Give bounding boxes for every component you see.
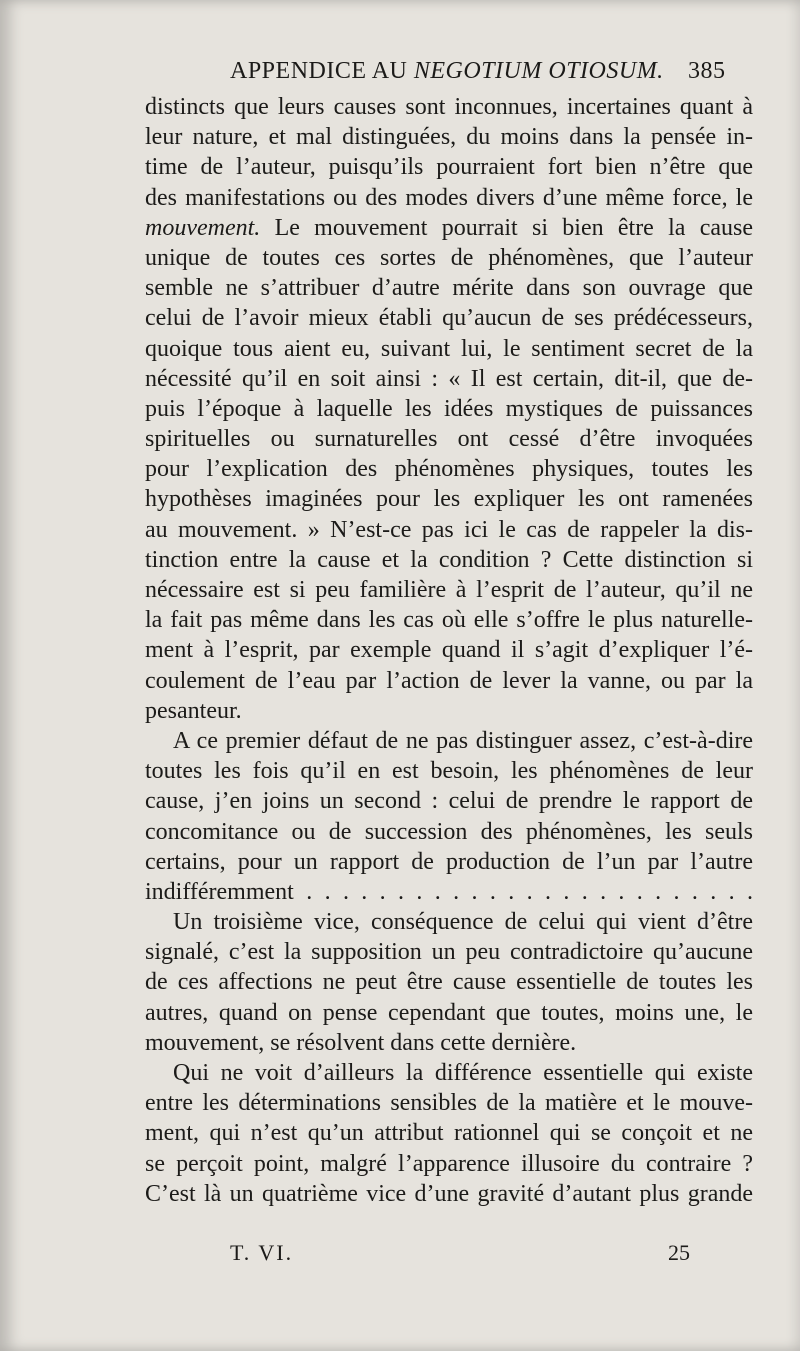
text-line — [145, 967, 753, 997]
line-text: quoique tous aient eu, suivant lui, le sentiment secret de la — [145, 335, 753, 362]
italic-word: mouvement. — [145, 214, 261, 241]
line-text: concomitance ou de succession des phénomènes, les seuls — [145, 818, 753, 845]
text-line — [145, 847, 753, 877]
text-line — [145, 575, 753, 605]
line-text: se perçoit point, malgré l’apparence illusoire du contraire ? — [145, 1150, 753, 1177]
line-text: la fait pas même dans les cas où elle s’offre le plus naturelle- — [145, 607, 753, 634]
text-line — [145, 424, 753, 454]
line-text: Un troisième vice, conséquence de celui qui vient d’être — [173, 909, 753, 936]
line-text: Le mouvement pourrait si bien être la cause — [274, 214, 753, 241]
text-line — [145, 666, 753, 696]
line-text: des manifestations ou des modes divers d’une même force, le — [145, 184, 753, 211]
text-line — [145, 907, 753, 937]
line-text: celui de l’avoir mieux établi qu’aucun de ses prédécesseurs, — [145, 305, 753, 332]
text-line — [145, 273, 753, 303]
text-line — [145, 303, 753, 333]
text-line — [145, 877, 753, 907]
running-head-title: NEGOTIUM OTIOSUM. — [413, 58, 664, 84]
text-line — [145, 92, 753, 122]
text-line — [145, 605, 753, 635]
line-text: tinction entre la cause et la condition ? Cette distinction si — [145, 546, 753, 573]
text-line — [145, 364, 753, 394]
line-text: unique de toutes ces sortes de phénomènes, que l’auteur — [145, 244, 753, 271]
line-text: leur nature, et mal distinguées, du moins dans la pensée in- — [145, 124, 753, 151]
line-text: spirituelles ou surnaturelles ont cessé d’être invoquées — [145, 426, 753, 453]
line-text: signalé, c’est la supposition un peu contradictoire qu’aucune — [145, 939, 753, 966]
line-text: indifféremment . . . . . . . . . . . . . . . . . . . . . . . . . — [145, 878, 753, 905]
line-text: ment, qui n’est qu’un attribut rationnel qui se conçoit et ne — [145, 1120, 753, 1147]
text-line — [145, 545, 753, 575]
line-text: mouvement, se résolvent dans cette dernière. — [145, 1029, 577, 1056]
text-line — [145, 1149, 753, 1179]
text-line — [145, 152, 753, 182]
line-text: C’est là un quatrième vice d’une gravité d’autant plus grande — [145, 1180, 753, 1207]
text-line — [145, 817, 753, 847]
line-text: semble ne s’attribuer d’autre mérite dans son ouvrage que — [145, 275, 753, 302]
text-line — [145, 756, 753, 786]
text-line — [145, 1179, 753, 1209]
text-line — [145, 1118, 753, 1148]
text-line — [145, 635, 753, 665]
text-line — [145, 937, 753, 967]
line-text: au mouvement. » N’est-ce pas ici le cas de rappeler la dis- — [145, 516, 753, 543]
text-line — [145, 243, 753, 273]
line-text: certains, pour un rapport de production de l’un par l’autre — [145, 848, 753, 875]
body-text — [145, 92, 753, 1209]
line-text: de ces affections ne peut être cause essentielle de toutes les — [145, 969, 753, 996]
page-number: 385 — [688, 58, 726, 84]
line-text: Qui ne voit d’ailleurs la différence essentielle qui existe — [173, 1060, 753, 1086]
line-text: A ce premier défaut de ne pas distinguer assez, c’est-à-dire — [173, 727, 753, 754]
text-line — [145, 998, 753, 1028]
sheet-number: 25 — [668, 1240, 690, 1265]
text-line — [145, 213, 753, 243]
signature-mark: T. VI. — [230, 1240, 294, 1265]
line-text: ment à l’esprit, par exemple quand il s’agit d’expliquer l’é- — [145, 637, 753, 664]
text-line — [145, 786, 753, 816]
line-text: cause, j’en joins un second : celui de prendre le rapport de — [145, 788, 753, 815]
line-text: autres, quand on pense cependant que toutes, moins une, le — [145, 999, 753, 1026]
line-text: puis l’époque à laquelle les idées mystiques de puissances — [145, 395, 753, 422]
line-text: hypothèses imaginées pour les expliquer les ont ramenées — [145, 486, 753, 513]
page-footer — [0, 1240, 800, 1270]
line-text: pour l’explication des phénomènes physiques, toutes les — [145, 456, 753, 483]
text-line — [145, 484, 753, 514]
line-text: entre les déterminations sensibles de la matière et le mouve- — [145, 1090, 753, 1117]
text-line — [145, 454, 753, 484]
text-line — [145, 122, 753, 152]
running-head-prefix: APPENDICE AU — [230, 58, 408, 84]
text-line — [145, 515, 753, 545]
line-text: toutes les fois qu’il en est besoin, les phénomènes de leur — [145, 758, 753, 785]
text-line — [145, 183, 753, 213]
text-line — [145, 726, 753, 756]
text-line — [145, 1088, 753, 1118]
page-header — [0, 58, 800, 90]
text-line — [145, 696, 753, 726]
line-text: pesanteur. — [145, 697, 242, 724]
text-line — [145, 1058, 753, 1088]
line-text: nécessaire est si peu familière à l’esprit de l’auteur, qu’il ne — [145, 577, 753, 603]
line-text: distincts que leurs causes sont inconnues, incertaines quant à — [145, 94, 753, 120]
line-text: time de l’auteur, puisqu’ils pourraient fort bien n’être que — [145, 154, 753, 181]
text-line — [145, 1028, 753, 1058]
line-text: nécessité qu’il en soit ainsi : « Il est certain, dit-il, que de- — [145, 365, 753, 392]
text-line — [145, 394, 753, 424]
text-line — [145, 334, 753, 364]
line-text: coulement de l’eau par l’action de lever la vanne, ou par la — [145, 667, 753, 694]
running-head — [230, 58, 664, 85]
